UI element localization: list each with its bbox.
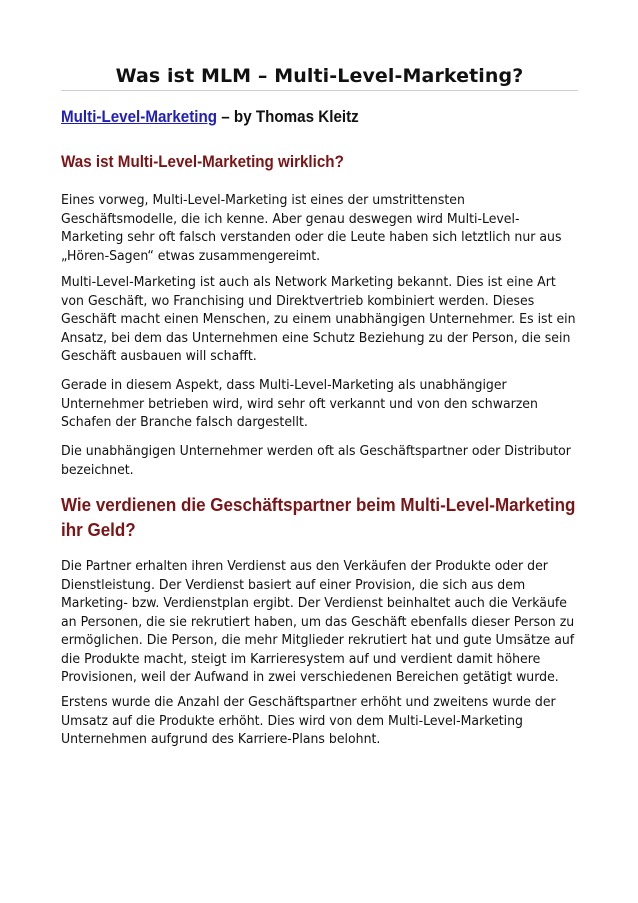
byline [61,105,537,129]
document-title: Was ist MLM – Multi-Level-Marketing? [115,65,524,87]
section-heading-what-is-mlm: Was ist Multi-Level-Marketing wirklich? [61,153,344,171]
paragraph: Die unabhängigen Unternehmer werden oft als Geschäftspartner oder Distributor bezeichnet. [61,444,571,478]
paragraph: Erstens wurde die Anzahl der Geschäftspartner erhöht und zweitens wurde der Umsatz auf die Produkte erhöht. Dies wird von dem Multi-Level-Marketing Unternehmen aufgrund des Karriere-Plans belohnt. [61,695,556,747]
paragraph: Eines vorweg, Multi-Level-Marketing ist eines der umstrittensten Geschäftsmodelle, die ich kenne. Aber genau deswegen wird Multi-Level-Marketing sehr oft falsch verstanden oder die Leute haben sich letztlich nur aus „Hören-Sagen“ etwas zusammengereimt. [61,193,562,264]
byline-link[interactable]: Multi-Level-Marketing [61,108,218,126]
paragraph: Multi-Level-Marketing ist auch als Network Marketing bekannt. Dies ist eine Art von Geschäft, wo Franchising und Direktvertrieb kombiniert werden. Dieses Geschäft macht einen Menschen, zu einem unabhängigen Unternehmer. Es ist ein Ansatz, bei dem das Unternehmen eine Schutz Beziehung zu der Person, die sein Geschäft ausbauen will schafft. [61,275,576,364]
section-heading-earnings: Wie verdienen die Geschäftspartner beim Multi-Level-Marketing ihr Geld? [61,494,576,540]
byline-author: – by Thomas Kleitz [217,108,359,126]
paragraph: Gerade in diesem Aspekt, dass Multi-Level-Marketing als unabhängiger Unternehmer betrieben wird, wird sehr oft verkannt und von den schwarzen Schafen der Branche falsch dargestellt. [61,378,538,430]
title-divider [61,90,578,91]
paragraph: Die Partner erhalten ihren Verdienst aus den Verkäufen der Produkte oder der Dienstleistung. Der Verdienst basiert auf einer Provision, die sich aus dem Marketing- bzw. Verdienstplan ergibt. Der Verdienst beinhaltet auch die Verkäufe an Personen, die sie rekrutiert haben, um das Geschäft ebenfalls dieser Person zu ermöglichen. Die Person, die mehr Mitglieder rekrutiert hat und gute Umsätze auf die Produkte macht, steigt im Karrieresystem auf und verdient damit höhere Provisionen, weil der Aufwand in zwei verschiedenen Bereichen getätigt wurde. [61,559,575,685]
